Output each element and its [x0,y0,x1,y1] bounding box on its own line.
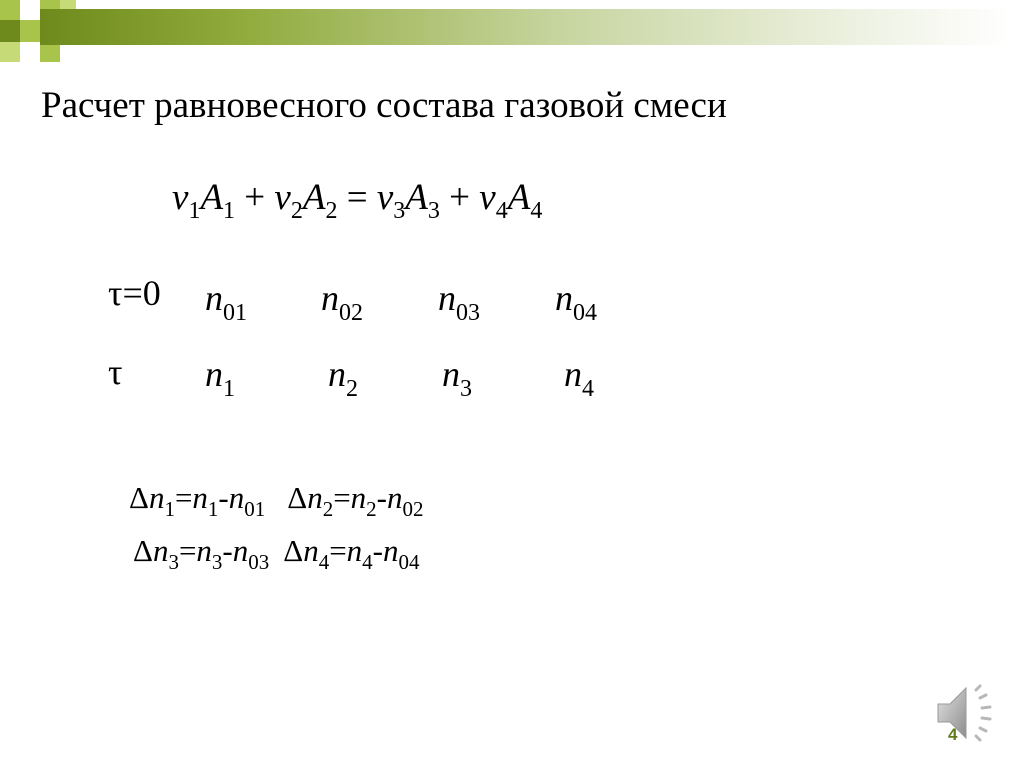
current-amount-4: $n_4$ [564,354,594,402]
current-amount-2: $n_2$ [328,354,358,402]
delta-equations-line-2 [133,533,420,574]
reaction-equation: $\nu_1A_1 + \nu_2A_2 = \nu_3A_3 + \nu_4A_4$ [172,177,543,224]
initial-amount-4: $n_{04}$ [555,278,597,326]
initial-amount-2: $n_{02}$ [321,278,363,326]
current-amount-1: $n_1$ [205,354,235,402]
delta-equation: $\Delta n_4=n_4-n_{04}$ [283,533,420,574]
tau-label: τ [108,352,123,392]
slide-title: Расчет равновесного состава газовой смеси [41,85,727,126]
page-number: 4 [948,725,958,744]
header-gradient-bar [40,9,1010,45]
tau-zero-label: τ=0 [108,273,161,313]
delta-equation: $\Delta n_2=n_2-n_{02}$ [287,480,424,521]
delta-equations-line-1 [129,480,424,521]
speaker-icon[interactable] [932,678,1002,748]
initial-amount-1: $n_{01}$ [205,278,247,326]
current-amount-3: $n_3$ [442,354,472,402]
delta-equation: $\Delta n_1=n_1-n_{01}$ [129,480,266,521]
delta-equation: $\Delta n_3=n_3-n_{03}$ [133,533,270,574]
initial-amount-3: $n_{03}$ [438,278,480,326]
